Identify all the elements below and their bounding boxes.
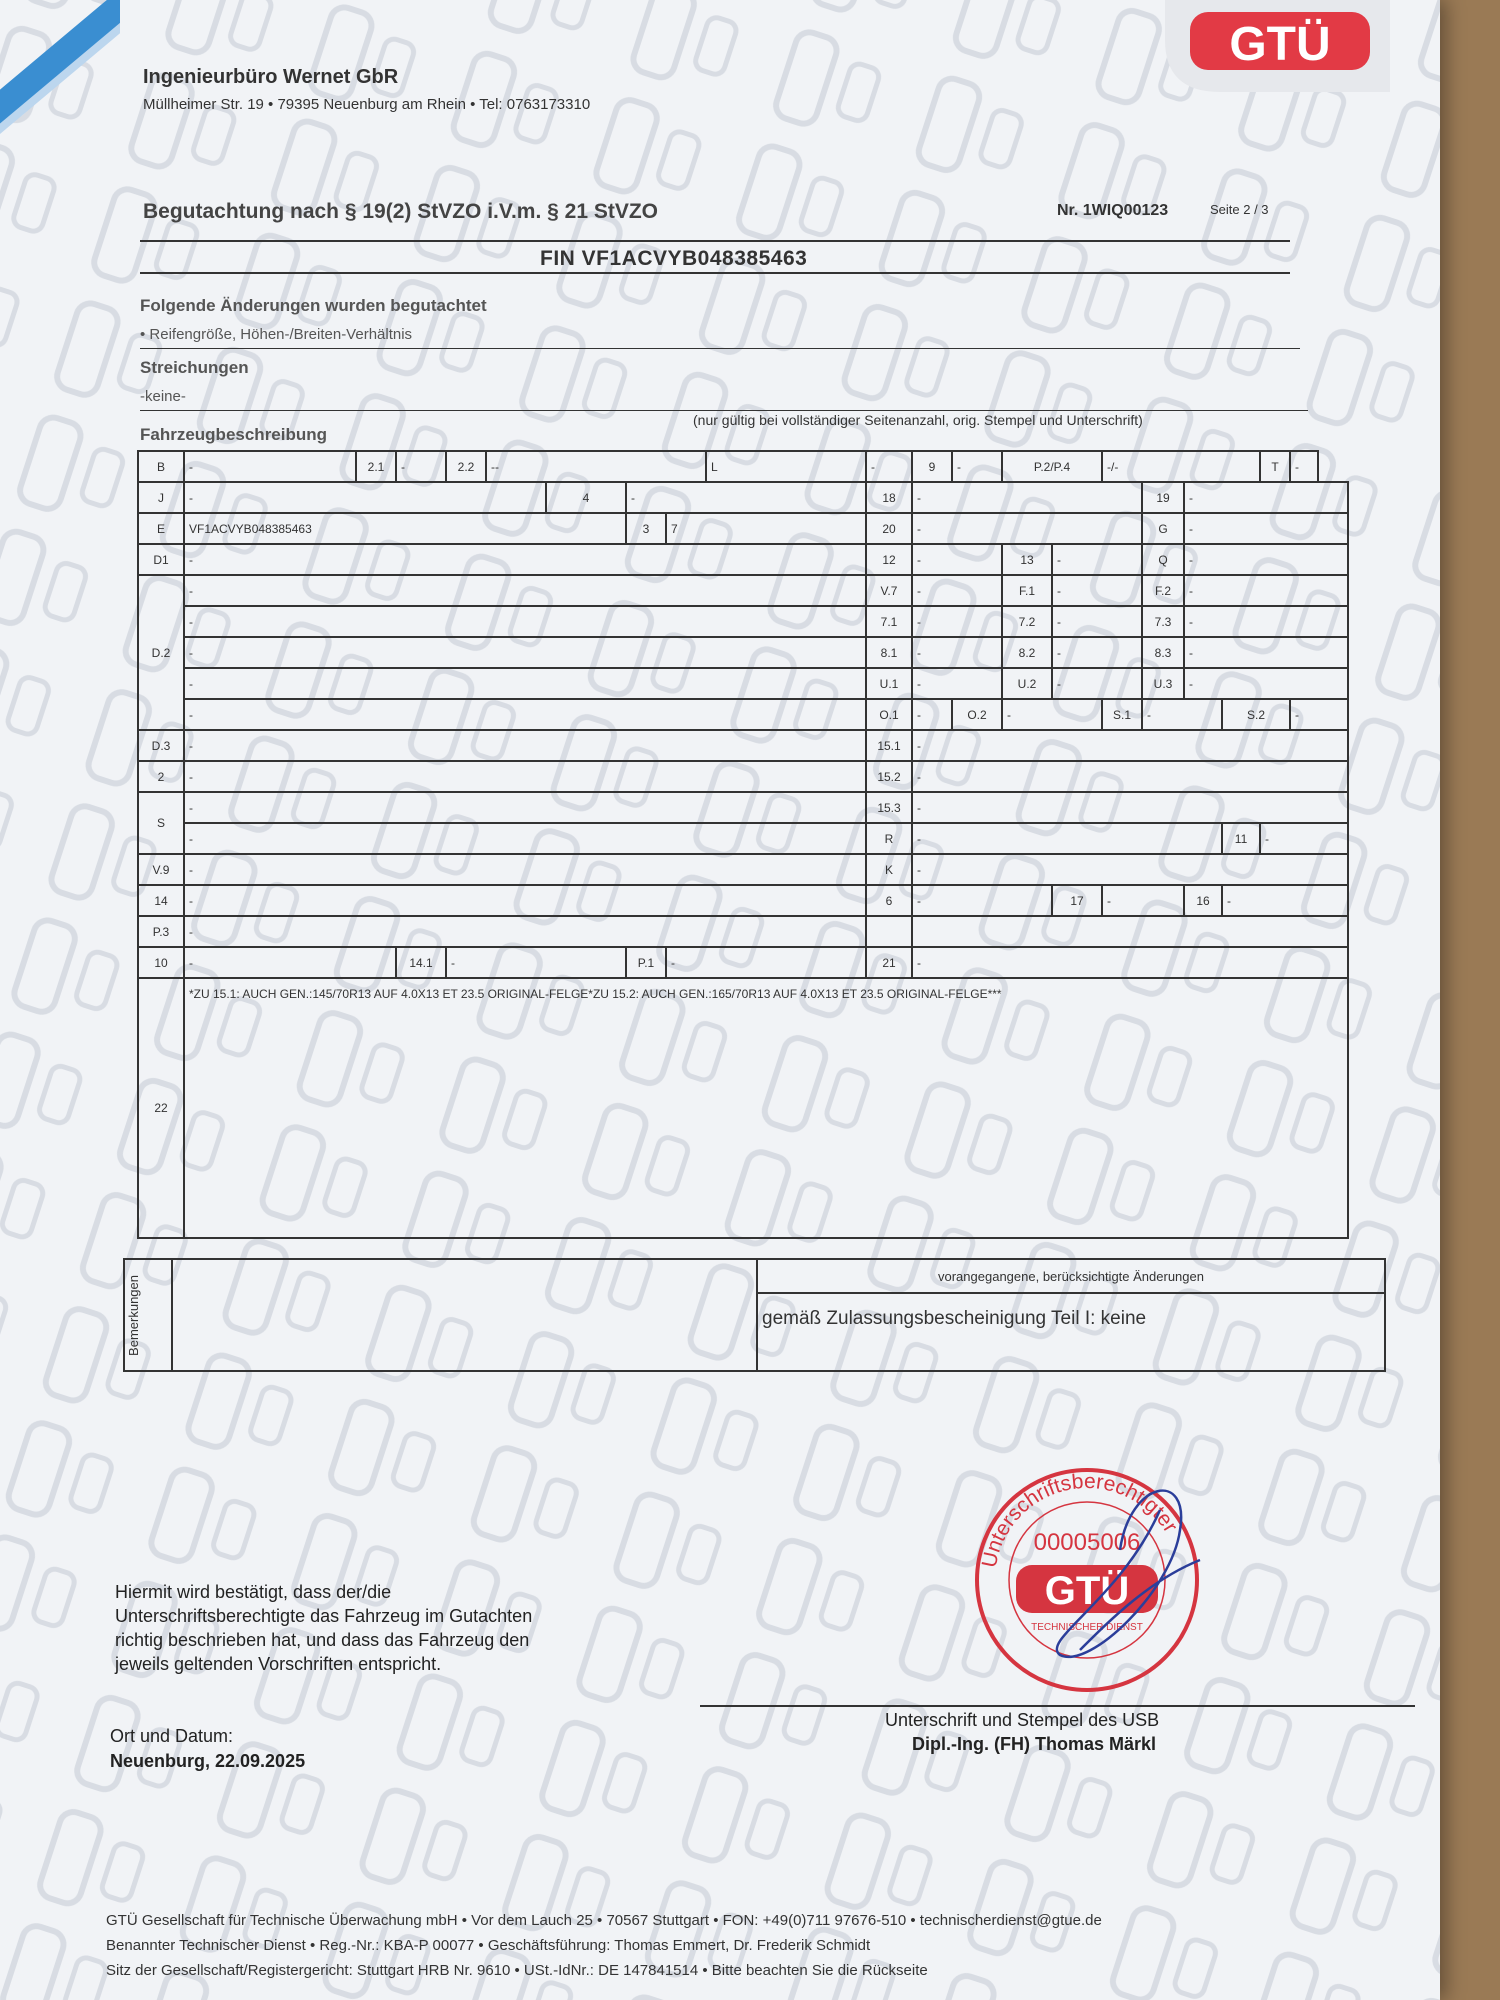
field-code: 2.1 (356, 451, 396, 482)
field-code: F.1 (1002, 575, 1052, 606)
field-code: 11 (1222, 823, 1260, 854)
field-value: - (396, 451, 446, 482)
field-code: V.9 (138, 854, 184, 885)
field-code: 7.2 (1002, 606, 1052, 637)
field-value: - (1052, 606, 1142, 637)
table-row (138, 699, 1348, 730)
field-code: 4 (546, 482, 626, 513)
confirmation-line: jeweils geltenden Vorschriften entspricht. (115, 1654, 442, 1674)
remarks-label: Bemerkungen (126, 1274, 141, 1356)
vehicle-description-table (137, 450, 1349, 1239)
field-value: - (912, 575, 1002, 606)
field-code: 21 (866, 947, 912, 978)
field-code: T (1260, 451, 1290, 482)
place-date-value: Neuenburg, 22.09.2025 (110, 1751, 306, 1771)
field-code: 10 (138, 947, 184, 978)
table-row (138, 761, 1348, 792)
field-value: - (184, 606, 866, 637)
field-code: U.1 (866, 668, 912, 699)
table-row (124, 1259, 1385, 1293)
table-row (138, 513, 1348, 544)
field-code: 19 (1142, 482, 1184, 513)
remarks-table (123, 1258, 1386, 1372)
field-code: 14 (138, 885, 184, 916)
validity-note: (nur gültig bei vollständiger Seitenanzahl, orig. Stempel und Unterschrift) (693, 412, 1143, 428)
field-code: D.3 (138, 730, 184, 761)
field-code: B (138, 451, 184, 482)
field-code: 20 (866, 513, 912, 544)
field-value: - (1184, 544, 1348, 575)
field-value: - (912, 699, 952, 730)
confirmation-text (115, 1580, 675, 1676)
signature-line (700, 1705, 1415, 1707)
field-value: - (912, 482, 1142, 513)
stamp-logo: GTÜ (1044, 1569, 1130, 1613)
pen-tip (0, 0, 120, 170)
field-code: S.1 (1102, 699, 1142, 730)
field-code: D1 (138, 544, 184, 575)
field-value: - (912, 761, 1348, 792)
field-code: 17 (1052, 885, 1102, 916)
field-code: 15.2 (866, 761, 912, 792)
vehicle-label: Fahrzeugbeschreibung (140, 425, 328, 444)
field-code: 16 (1184, 885, 1222, 916)
field-value: - (912, 730, 1348, 761)
fin-number: FIN VF1ACVYB048385463 (540, 247, 808, 270)
stamp-ring-text: Unterschriftsberechtigter (977, 1469, 1182, 1570)
field-value: - (184, 544, 866, 575)
field-value: - (952, 451, 1002, 482)
field-value: - (184, 482, 546, 513)
table-row (138, 947, 1348, 978)
table-row (138, 792, 1348, 823)
table-row (138, 916, 1348, 947)
field-code: 12 (866, 544, 912, 575)
issuer-name: Ingenieurbüro Wernet GbR (143, 66, 399, 88)
table-row (138, 606, 1348, 637)
footer-line: GTÜ Gesellschaft für Technische Überwachung mbH • Vor dem Lauch 25 • 70567 Stuttgart • FON: +49(0)711 97676-510 • technischerdienst@gtue.de (106, 1912, 1102, 1929)
field-code: 2 (138, 761, 184, 792)
field-value: - (1002, 699, 1102, 730)
prev-changes-label: vorangegangene, berücksichtigte Änderungen (757, 1259, 1385, 1293)
footer-line: Sitz der Gesellschaft/Registergericht: Stuttgart HRB Nr. 9610 • USt.-IdNr.: DE 147841514 • Bitte beachten Sie die Rückseite (106, 1962, 928, 1979)
remarks-value (172, 1259, 757, 1371)
field-value: - (184, 823, 866, 854)
table-row (138, 885, 1348, 916)
report-number: Nr. 1WIQ00123 (1057, 202, 1169, 219)
table-row (138, 730, 1348, 761)
field-code: F.2 (1142, 575, 1184, 606)
field-code: Q (1142, 544, 1184, 575)
deletions-label: Streichungen (140, 358, 249, 377)
field-code: G (1142, 513, 1184, 544)
footer-line: Benannter Technischer Dienst • Reg.-Nr.: KBA-P 00077 • Geschäftsführung: Thomas Emmert, Dr. Frederik Schmidt (106, 1937, 871, 1954)
field-value: -/- (1102, 451, 1260, 482)
confirmation-line: Unterschriftsberechtigte das Fahrzeug im Gutachten (115, 1606, 533, 1626)
place-date-label: Ort und Datum: (110, 1726, 234, 1746)
field-code: 13 (1002, 544, 1052, 575)
field-value: - (184, 637, 866, 668)
field-code: 7.1 (866, 606, 912, 637)
field-value: - (184, 792, 866, 823)
field-value: - (1184, 637, 1348, 668)
divider (140, 348, 1300, 349)
field-code: V.7 (866, 575, 912, 606)
field-code: P.1 (626, 947, 666, 978)
field-value: 7 (666, 513, 866, 544)
table-row (138, 544, 1348, 575)
field-code: E (138, 513, 184, 544)
stamp-number: 00005006 (1033, 1529, 1141, 1556)
page-number: Seite 2 / 3 (1210, 202, 1269, 217)
field-code: J (138, 482, 184, 513)
field-code: 8.3 (1142, 637, 1184, 668)
field-value (912, 916, 1348, 947)
table-row (138, 482, 1348, 513)
confirmation-line: Hiermit wird bestätigt, dass der/die (115, 1582, 392, 1602)
report-title: Begutachtung nach § 19(2) StVZO i.V.m. § 21 StVZO (143, 200, 659, 223)
prev-changes-value: gemäß Zulassungsbescheinigung Teil I: keine (757, 1293, 1385, 1371)
field-value: - (1290, 451, 1318, 482)
table-row (138, 637, 1348, 668)
field-code: U.2 (1002, 668, 1052, 699)
field-value: - (912, 947, 1348, 978)
changes-label: Folgende Änderungen wurden begutachtet (140, 296, 487, 315)
field-code: U.3 (1142, 668, 1184, 699)
field-value: - (1222, 885, 1348, 916)
field-value: - (1260, 823, 1348, 854)
field-code: O.1 (866, 699, 912, 730)
field-value: -- (486, 451, 706, 482)
field-code: 6 (866, 885, 912, 916)
field-value: - (184, 854, 866, 885)
divider (140, 410, 1308, 411)
field-code: 2.2 (446, 451, 486, 482)
field-value: - (912, 823, 1222, 854)
field-value: - (626, 482, 866, 513)
signature-label: Unterschrift und Stempel des USB (885, 1710, 1160, 1730)
field-value: - (184, 699, 866, 730)
field-value: - (184, 451, 356, 482)
field-code (866, 916, 912, 947)
changes-value: • Reifengröße, Höhen-/Breiten-Verhältnis (140, 326, 413, 343)
field-code: 14.1 (396, 947, 446, 978)
field-value: - (184, 730, 866, 761)
table-row (138, 978, 1348, 1238)
gtue-logo (1160, 0, 1390, 92)
field-code: S.2 (1222, 699, 1290, 730)
field-value: - (1290, 699, 1348, 730)
table-row (138, 823, 1348, 854)
table-row (138, 451, 1348, 482)
deletions-value: -keine- (140, 388, 186, 405)
field-value: - (1184, 668, 1348, 699)
field-value: - (1052, 575, 1142, 606)
field-value: - (184, 916, 866, 947)
field-value: - (1184, 575, 1348, 606)
logo-text: GTÜ (1229, 18, 1331, 71)
field-code: 15.3 (866, 792, 912, 823)
field-code: R (866, 823, 912, 854)
field-code: O.2 (952, 699, 1002, 730)
field-code: 15.1 (866, 730, 912, 761)
field-value: - (184, 947, 396, 978)
field-value: - (1102, 885, 1184, 916)
field-value: - (184, 761, 866, 792)
field-code: 18 (866, 482, 912, 513)
field-value: - (912, 885, 1052, 916)
confirmation-line: richtig beschrieben hat, und dass das Fahrzeug den (115, 1630, 530, 1650)
field-code: 22 (138, 978, 184, 1238)
field-value: - (912, 606, 1002, 637)
field-code: S (138, 792, 184, 854)
field-value: - (1142, 699, 1222, 730)
field-value: - (666, 947, 866, 978)
field-value: - (446, 947, 626, 978)
field-value: - (1184, 606, 1348, 637)
field-code: K (866, 854, 912, 885)
divider (140, 240, 1290, 242)
field-value: - (912, 513, 1142, 544)
divider (140, 272, 1290, 274)
official-stamp (960, 1440, 1210, 1700)
field-code: 9 (912, 451, 952, 482)
vin-value: VF1ACVYB048385463 (184, 513, 626, 544)
issuer-address: Müllheimer Str. 19 • 79395 Neuenburg am Rhein • Tel: 0763173310 (143, 96, 591, 113)
field-value: - (912, 854, 1348, 885)
field-value: - (1184, 482, 1348, 513)
field-value: - (184, 575, 866, 606)
field-value: - (1052, 637, 1142, 668)
table-row (138, 575, 1348, 606)
field-code: 8.2 (1002, 637, 1052, 668)
field-code: P.3 (138, 916, 184, 947)
field-value: - (912, 637, 1002, 668)
table-row (138, 668, 1348, 699)
field-value: - (912, 792, 1348, 823)
field-code: D.2 (138, 575, 184, 730)
remarks-label-cell (124, 1259, 172, 1371)
field-code: 7.3 (1142, 606, 1184, 637)
field-value: - (184, 885, 866, 916)
field-code: 8.1 (866, 637, 912, 668)
signer-name: Dipl.-Ing. (FH) Thomas Märkl (912, 1734, 1157, 1754)
field-value: - (866, 451, 912, 482)
field-code: L (706, 451, 866, 482)
field-value: - (1052, 668, 1142, 699)
remark-text: *ZU 15.1: AUCH GEN.:145/70R13 AUF 4.0X13 ET 23.5 ORIGINAL-FELGE*ZU 15.2: AUCH GEN.:165/70R13 AUF 4.0X13 ET 23.5 ORIGINAL-FELGE*** (184, 978, 1348, 1238)
field-value: - (184, 668, 866, 699)
field-value: - (912, 668, 1002, 699)
field-value: - (912, 544, 1002, 575)
field-code: 3 (626, 513, 666, 544)
field-value: - (1184, 513, 1348, 544)
field-value: - (1052, 544, 1142, 575)
table-row (138, 854, 1348, 885)
field-code: P.2/P.4 (1002, 451, 1102, 482)
stamp-sub: TECHNISCHER DIENST (1031, 1622, 1143, 1633)
